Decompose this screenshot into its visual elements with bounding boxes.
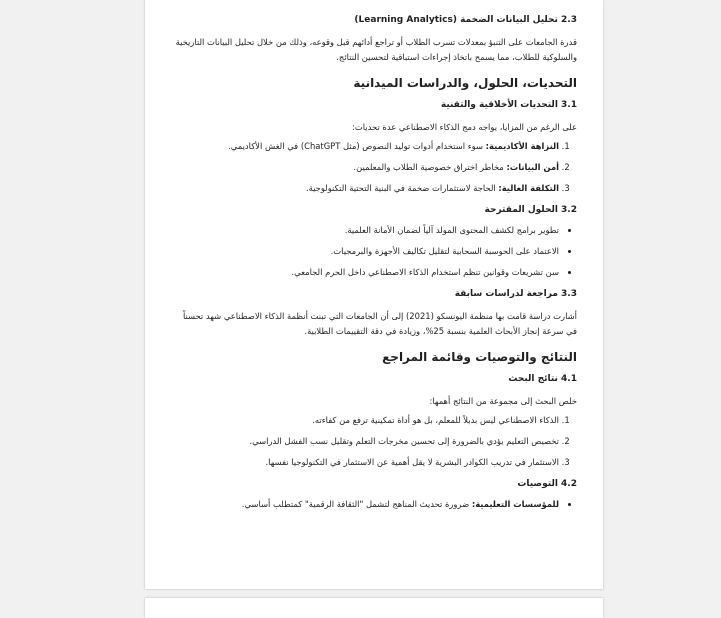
list-item: 1. النزاهة الأكاديمية: سوء استخدام أدوات توليد النصوص (مثل ChatGPT) في الغش الأكاديمي. (171, 141, 559, 152)
list-item: 2. أمن البيانات: مخاطر اختراق خصوصية الطلاب والمعلمين. (171, 162, 559, 173)
results-list (171, 415, 577, 468)
section-2-3-text: قدرة الجامعات على التنبؤ بمعدلات تسرب الطلاب أو تراجع أدائهم قبل وقوعه، وذلك من خلال تحليل البيانات التاريخية والسلوكية للطلاب، مما يسمح باتخاذ إجراءات استباقية لتحسين النتائج. (175, 37, 577, 62)
section-3-2-heading: 3.2 الحلول المقترحة (484, 205, 577, 215)
solutions-list (171, 225, 577, 278)
section-4-1-intro: خلص البحث إلى مجموعة من النتائج أهمها: (429, 396, 577, 406)
list-item: 1. الذكاء الاصطناعي ليس بديلاً للمعلم، بل هو أداة تمكينية ترفع من كفاءته. (171, 415, 559, 426)
section-3-3-heading: 3.3 مراجعة لدراسات سابقة (454, 289, 577, 299)
list-item: 2. تخصيص التعليم يؤدي بالضرورة إلى تحسين مخرجات التعلم وتقليل نسب الفشل الدراسي. (171, 436, 559, 447)
challenges-list (171, 141, 577, 194)
section-2-3-heading: 2.3 تحليل البيانات الضخمة (Learning Analytics) (354, 15, 577, 25)
section-3-1-intro: على الرغم من المزايا، يواجه دمج الذكاء الاصطناعي عدة تحديات: (352, 122, 577, 132)
recommendations-list (171, 499, 577, 510)
list-item: 3. التكلفة العالية: الحاجة لاستثمارات ضخمة في البنية التحتية التكنولوجية. (171, 183, 559, 194)
section-3-1-heading: 3.1 التحديات الأخلاقية والتقنية (440, 100, 577, 110)
list-item: 3. الاستثمار في تدريب الكوادر البشرية لا يقل أهمية عن الاستثمار في التكنولوجيا نفسها. (171, 457, 559, 468)
list-item: • الاعتماد على الحوسبة السحابية لتقليل تكاليف الأجهزة والبرمجيات. (171, 246, 559, 257)
next-page-edge (145, 598, 603, 618)
list-item: • تطوير برامج لكشف المحتوى المولد آلياً لضمان الأمانة العلمية. (171, 225, 559, 236)
list-item: • للمؤسسات التعليمية: ضرورة تحديث المناهج لتشمل "الثقافة الرقمية" كمتطلب أساسي. (171, 499, 559, 510)
document-page (145, 0, 603, 589)
section-3-title: التحديات، الحلول، والدراسات الميدانية (353, 76, 577, 90)
list-item: • سن تشريعات وقوانين تنظم استخدام الذكاء الاصطناعي داخل الحرم الجامعي. (171, 267, 559, 278)
section-4-2-heading: 4.2 التوصيات (517, 479, 577, 489)
section-3-3-text: أشارت دراسة قامت بها منظمة اليونسكو (2021) إلى أن الجامعات التي تبنت أنظمة الذكاء الاصطناعي شهد تحسناً في سرعة إنجاز الأبحاث العلمية بنسبة 25%، وزيادة في دقة التقييمات الطلابية. (182, 311, 577, 336)
section-4-1-heading: 4.1 نتائج البحث (508, 374, 577, 384)
section-4-title: النتائج والتوصيات وقائمة المراجع (382, 350, 577, 364)
